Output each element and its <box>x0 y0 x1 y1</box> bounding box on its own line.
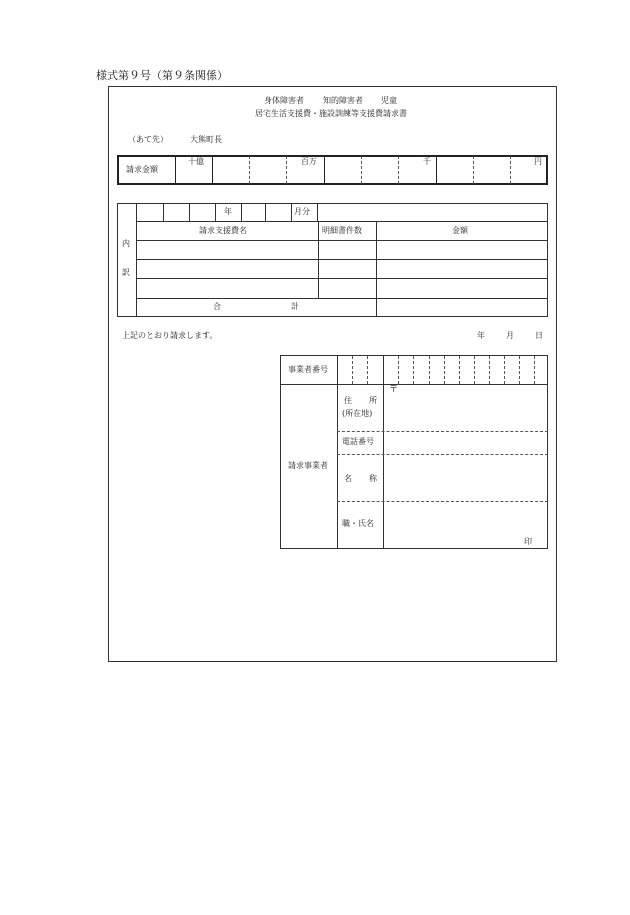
column-divider <box>318 221 319 298</box>
declaration: 上記のとおり請求します。 <box>122 331 218 340</box>
date-month: 月 <box>506 331 514 340</box>
side-label-wake: 訳 <box>122 268 130 277</box>
provider-field-separator <box>337 454 548 455</box>
business-name-label-2: 称 <box>369 474 377 483</box>
amount-divider <box>436 156 437 184</box>
seal-mark: 印 <box>524 537 532 546</box>
title-line1-intellectual: 知的障害者 <box>323 96 363 105</box>
provider-number-digit <box>534 356 535 384</box>
provider-number-digit <box>352 356 353 384</box>
year-cell-divider <box>189 203 190 221</box>
breakdown-row-line <box>136 259 548 260</box>
provider-row-line <box>280 384 548 385</box>
title-line1-child: 児童 <box>381 96 397 105</box>
amount-unit-yen: 円 <box>534 157 542 166</box>
side-label-uchi: 内 <box>122 239 130 248</box>
amount-digit-separator <box>473 156 474 184</box>
provider-number-digit <box>413 356 414 384</box>
business-name-label-1: 名 <box>344 474 352 483</box>
breakdown-row-line <box>136 278 548 279</box>
title-line2: 居宅生活支援費・施設訓練等支援費請求書 <box>255 109 407 118</box>
column-divider <box>376 221 377 317</box>
amount-unit-million: 百万 <box>301 157 317 166</box>
column-header-count: 明細書件数 <box>322 226 362 235</box>
provider-field-separator <box>337 501 548 502</box>
provider-number-digit <box>519 356 520 384</box>
claimant-label: 請求事業者 <box>288 461 328 470</box>
amount-digit-separator <box>398 156 399 184</box>
provider-number-digit <box>489 356 490 384</box>
amount-digit-separator <box>361 156 362 184</box>
total-label-1: 合 <box>213 302 221 311</box>
amount-divider <box>324 156 325 184</box>
breakdown-row-line <box>136 298 548 299</box>
title-line1-physical: 身体障害者 <box>264 96 304 105</box>
total-label-2: 計 <box>291 302 299 311</box>
amount-box <box>117 155 548 185</box>
provider-number-digit <box>398 356 399 384</box>
amount-digit-separator <box>286 156 287 184</box>
amount-label: 請求金額 <box>126 165 158 174</box>
provider-number-digit <box>429 356 430 384</box>
addressee-name: 大熊町長 <box>190 135 222 144</box>
breakdown-row-line <box>136 221 548 222</box>
amount-divider <box>175 156 176 184</box>
phone-label: 電話番号 <box>342 437 374 446</box>
year-label: 年 <box>224 207 232 216</box>
amount-divider <box>212 156 213 184</box>
amount-unit-billion: 十億 <box>188 157 204 166</box>
year-cell-divider <box>215 203 216 221</box>
year-cell-divider <box>265 203 266 221</box>
address-label-2: 所 <box>369 396 377 405</box>
provider-sublabel-divider <box>383 355 384 549</box>
address-sub-label: (所在地) <box>342 409 373 418</box>
provider-number-digit <box>444 356 445 384</box>
month-portion-label: 月分 <box>294 207 310 216</box>
amount-digit-separator <box>510 156 511 184</box>
provider-number-digit <box>367 356 368 384</box>
provider-number-digit <box>474 356 475 384</box>
breakdown-row-line <box>136 240 548 241</box>
amount-digit-separator <box>249 156 250 184</box>
amount-unit-thousand: 千 <box>423 157 431 166</box>
provider-field-separator <box>337 431 548 432</box>
column-header-service: 請求支援費名 <box>199 226 247 235</box>
column-header-amount: 金額 <box>452 226 468 235</box>
postal-mark: 〒 <box>389 385 399 395</box>
year-cell-divider <box>291 203 292 221</box>
form-number: 様式第９号（第９条関係） <box>96 69 228 82</box>
address-label-1: 住 <box>344 396 352 405</box>
provider-number-digit <box>459 356 460 384</box>
date-day: 日 <box>535 331 543 340</box>
representative-label: 職・氏名 <box>342 519 374 528</box>
addressee-label: （あて先） <box>128 135 168 144</box>
year-cell-divider <box>317 203 318 221</box>
year-cell-divider <box>241 203 242 221</box>
year-cell-divider <box>163 203 164 221</box>
provider-number-label: 事業者番号 <box>288 365 328 374</box>
date-year: 年 <box>477 331 485 340</box>
provider-number-digit <box>504 356 505 384</box>
